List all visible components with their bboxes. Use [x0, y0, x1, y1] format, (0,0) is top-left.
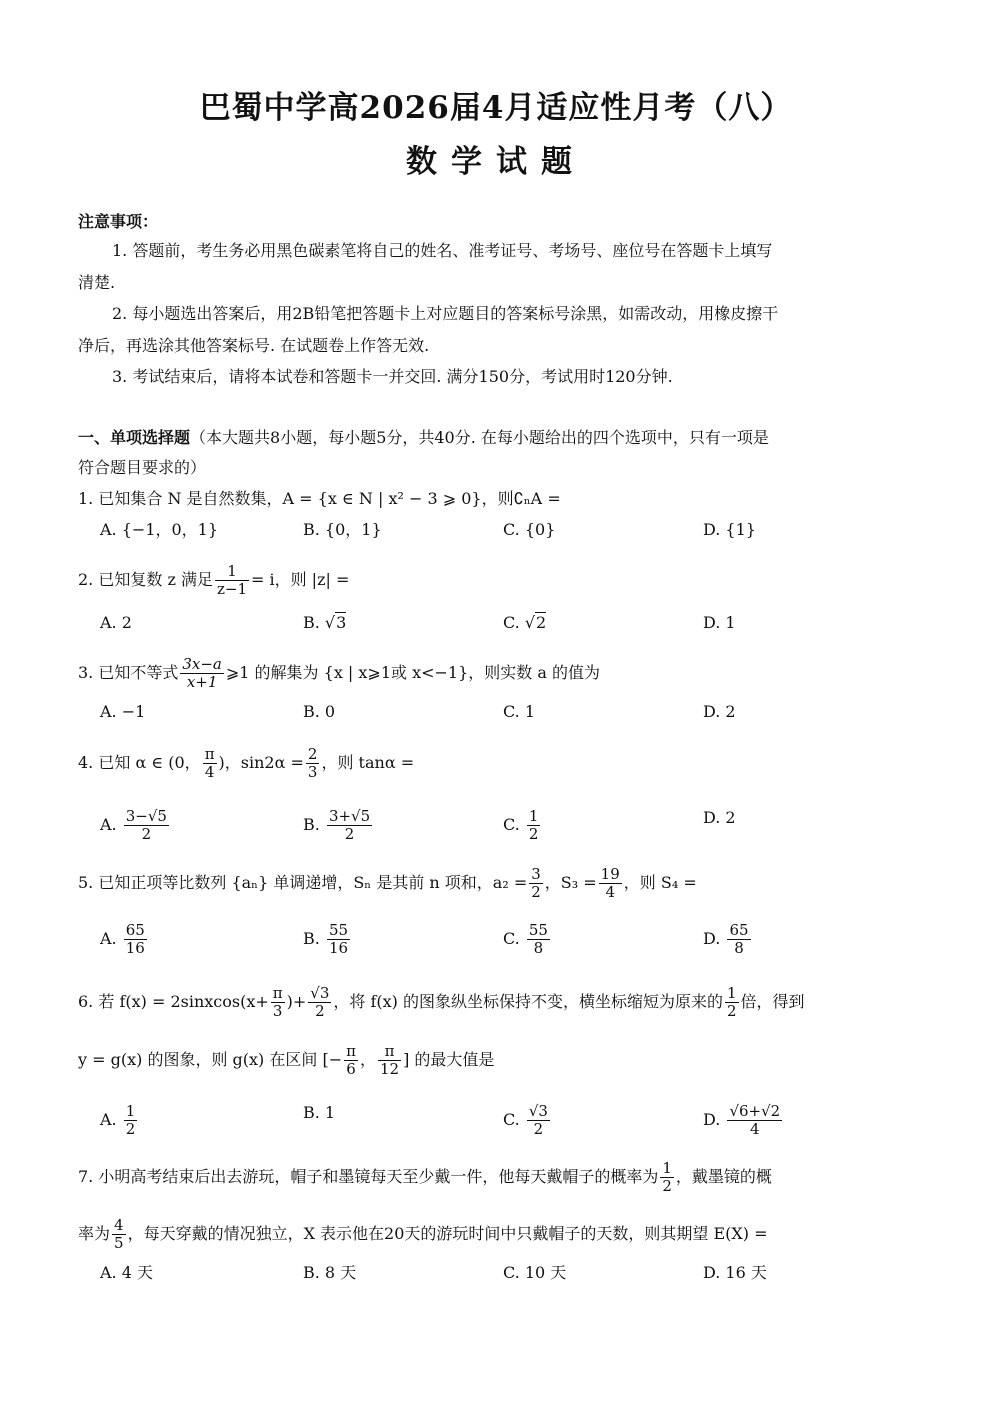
q6-frac-half: $\frac{1}{2}$ — [727, 984, 737, 1020]
q7-stem-line2: 率为 $\frac{4}{5}$ ，每天穿戴的情况独立，X 表示他在20天的游玩时间中只戴帽子的天数，则其期望 E(X) = — [78, 1216, 768, 1252]
section-title: 一、单项选择题 — [78, 428, 191, 447]
q6-stem: 6. 若 f(x) = 2sinxcos(x+ $\frac{\pi}{3}$ )+ $\frac{√3}{2}$ ，将 f(x) 的图象纵坐标保持不变，横坐标缩短为原来的 $\frac{1}{2}$ 倍，得到 — [78, 984, 805, 1020]
q4-option-d: D. 2 — [703, 808, 736, 827]
notice-item-1-cont: 清楚. — [78, 273, 116, 292]
q5-option-d: D. $\frac{65}{8}$ — [703, 921, 749, 957]
q6-frac-pi6: $\frac{\pi}{6}$ — [346, 1042, 356, 1078]
q4-option-c: C. $\frac{1}{2}$ — [503, 807, 539, 843]
q2-stem-pre: 2. 已知复数 z 满足 — [78, 570, 213, 589]
q3-stem-post: ⩾1 的解集为 {x | x⩾1或 x<−1}，则实数 a 的值为 — [225, 663, 601, 682]
q3-option-b: B. 0 — [303, 702, 336, 721]
q6-option-a: A. $\frac{1}{2}$ — [100, 1102, 136, 1138]
q5-frac-3-2: $\frac{3}{2}$ — [531, 865, 541, 901]
q3-option-d: D. 2 — [703, 702, 736, 721]
q7-frac-half: $\frac{1}{2}$ — [662, 1159, 672, 1195]
q4-frac-pi4: $\frac{\pi}{4}$ — [204, 745, 215, 781]
section-desc-cont: 符合题目要求的） — [78, 458, 207, 477]
notice-item-2-cont: 净后，再选涂其他答案标号. 在试题卷上作答无效. — [78, 336, 430, 355]
q4-frac-2-3: $\frac{2}{3}$ — [307, 745, 318, 781]
q1-option-c: C. {0} — [503, 520, 556, 539]
q7-option-d: D. 16 天 — [703, 1263, 767, 1282]
q5-frac-19-4: $\frac{19}{4}$ — [600, 865, 620, 901]
q2-frac-den: z−1 — [216, 580, 247, 598]
q3-option-a: A. −1 — [100, 702, 146, 721]
notice-heading: 注意事项： — [78, 212, 159, 231]
q6-option-c: C. $\frac{√3}{2}$ — [503, 1102, 548, 1138]
q6-stem-line2: y = g(x) 的图象，则 g(x) 在区间 [− $\frac{\pi}{6}$ ， $\frac{\pi}{12}$ ] 的最大值是 — [78, 1042, 495, 1078]
q6-frac-pi3: $\frac{\pi}{3}$ — [272, 984, 283, 1020]
section-heading — [78, 428, 918, 448]
q5-option-b: B. $\frac{55}{16}$ — [303, 921, 349, 957]
q2-option-a: A. 2 — [100, 613, 132, 632]
q4-stem: 4. 已知 α ∈ (0， $\frac{\pi}{4}$ )，sin2α = $\frac{2}{3}$ ，则 tanα = — [78, 745, 415, 781]
q1-option-d: D. {1} — [703, 520, 756, 539]
q3-fraction: $\frac{3x-a}{x+1}$ — [182, 655, 222, 691]
q6-frac-sqrt3-2: $\frac{√3}{2}$ — [310, 984, 330, 1020]
q2-frac-num: 1 — [215, 563, 249, 581]
q7-option-c: C. 10 天 — [503, 1263, 567, 1282]
q5-option-c: C. $\frac{55}{8}$ — [503, 921, 548, 957]
q2-option-d: D. 1 — [703, 613, 736, 632]
q5-option-a: A. $\frac{65}{16}$ — [100, 921, 145, 957]
notice-item-2: 2. 每小题选出答案后，用2B铅笔把答题卡上对应题目的答案标号涂黑，如需改动，用橡皮擦干 — [112, 304, 779, 323]
q7-frac-4-5: $\frac{4}{5}$ — [114, 1216, 124, 1252]
notice-item-3: 3. 考试结束后，请将本试卷和答题卡一并交回. 满分150分，考试用时120分钟. — [112, 367, 673, 386]
q6-option-b: B. 1 — [303, 1103, 336, 1122]
q1-option-a: A. {−1，0，1} — [100, 520, 219, 539]
q5-stem: 5. 已知正项等比数列 {aₙ} 单调递增，Sₙ 是其前 n 项和，a₂ = $\frac{3}{2}$ ，S₃ = $\frac{19}{4}$ ，则 S₄ = — [78, 865, 697, 901]
q4-option-a: A. $\frac{3-√5}{2}$ — [100, 807, 167, 843]
q3-stem — [78, 656, 918, 691]
q2-stem — [78, 563, 918, 598]
section-desc: （本大题共8小题，每小题5分，共40分. 在每小题给出的四个选项中，只有一项是 — [190, 428, 769, 447]
q2-option-c: C. √2 — [503, 613, 547, 632]
page-subtitle: 数学试题 — [406, 144, 586, 180]
q2-fraction — [215, 563, 249, 598]
q7-option-b: B. 8 天 — [303, 1263, 357, 1282]
q3-option-c: C. 1 — [503, 702, 536, 721]
q2-stem-post: = i，则 |z| = — [250, 570, 350, 589]
page-title: 巴蜀中学高2026届4月适应性月考（八） — [199, 90, 793, 126]
q6-frac-pi12: $\frac{\pi}{12}$ — [380, 1042, 400, 1078]
q4-option-b: B. $\frac{3+√5}{2}$ — [303, 807, 371, 843]
notice-item-1: 1. 答题前，考生务必用黑色碳素笔将自己的姓名、准考证号、考场号、座位号在答题卡上填写 — [112, 241, 773, 260]
q6-option-d: D. $\frac{√6+√2}{4}$ — [703, 1102, 781, 1138]
q7-option-a: A. 4 天 — [100, 1263, 153, 1282]
q7-stem: 7. 小明高考结束后出去游玩，帽子和墨镜每天至少戴一件，他每天戴帽子的概率为 $\frac{1}{2}$ ，戴墨镜的概 — [78, 1159, 772, 1195]
q2-option-b: B. √3 — [303, 613, 347, 632]
q1-option-b: B. {0，1} — [303, 520, 382, 539]
q1-stem: 1. 已知集合 N 是自然数集，A = {x ∈ N | x² − 3 ⩾ 0}，则∁ₙA = — [78, 489, 561, 508]
q3-stem-pre: 3. 已知不等式 — [78, 663, 179, 682]
